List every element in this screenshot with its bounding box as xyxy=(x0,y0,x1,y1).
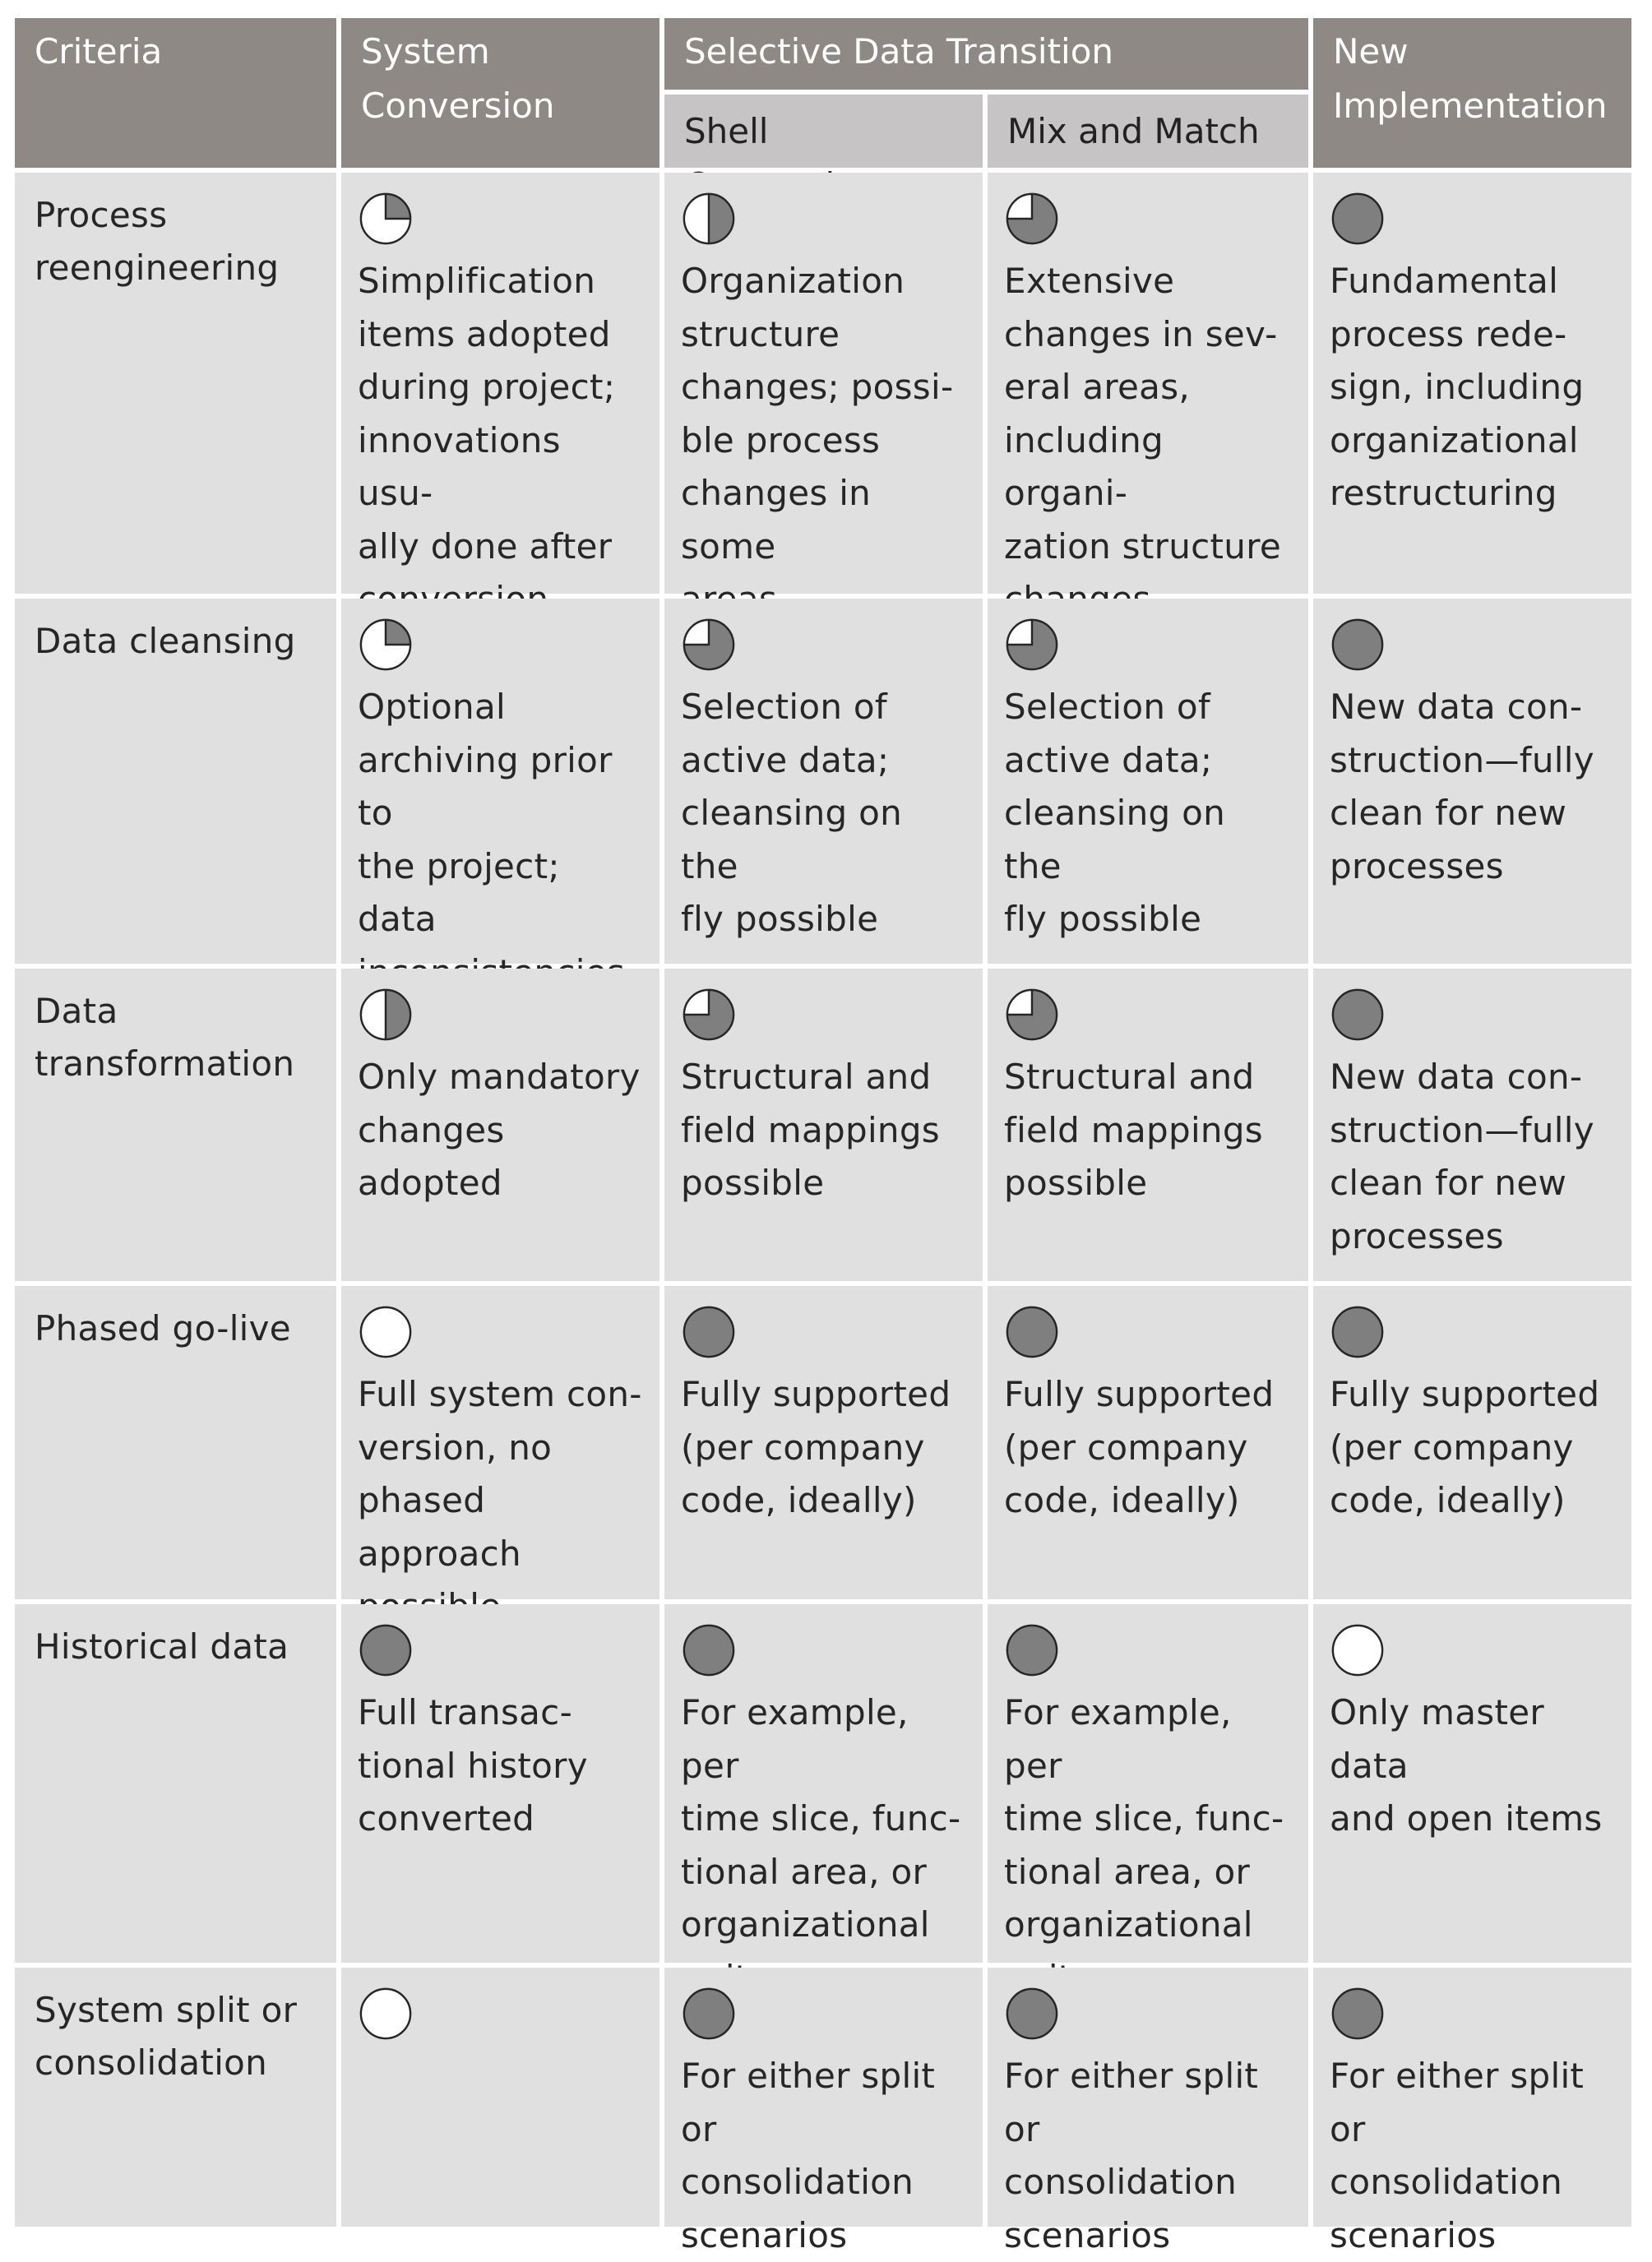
full-circle-icon xyxy=(681,1622,737,1678)
cell-description: For example, per time slice, func- tional area, or organizational xyxy=(1004,1692,1284,1945)
full-circle-icon xyxy=(681,1986,737,2042)
row-criteria-system-split-or-consolidation: System split or consolidation xyxy=(15,1968,336,2227)
full-circle-icon xyxy=(1004,1622,1060,1678)
cell-system-conversion xyxy=(341,599,659,964)
cell-description: Full system con- version, no phased approach xyxy=(358,1374,642,1574)
full-circle-icon xyxy=(1330,987,1386,1043)
row-criteria-data-cleansing: Data cleansing xyxy=(15,599,336,964)
cell-description: Fully supported (per company code, ideally) xyxy=(681,1374,951,1520)
cell-description: For example, per time slice, func- tional area, or organizational xyxy=(681,1692,961,1945)
quarter-circle-icon xyxy=(358,191,414,247)
cell-system-conversion xyxy=(341,1604,659,1963)
header-system-conversion-label: System Conversion xyxy=(361,31,555,126)
cell-new-implementation xyxy=(1313,1604,1631,1963)
cell-description: New data con- struction—fully clean for new processes xyxy=(1330,687,1594,886)
empty-circle-icon xyxy=(358,1304,414,1360)
cell-description: Only mandatory changes adopted xyxy=(358,1057,641,1203)
row-criteria-phased-go-live: Phased go-live xyxy=(15,1286,336,1599)
header-shell-conversion xyxy=(664,95,983,168)
cell-system-conversion xyxy=(341,1968,659,2227)
cell-description: Fully supported (per company code, ideally) xyxy=(1330,1374,1600,1520)
empty-circle-icon xyxy=(358,1986,414,2042)
full-circle-icon xyxy=(1330,617,1386,673)
cell-shell-conversion xyxy=(664,1968,983,2255)
full-circle-icon xyxy=(1004,1986,1060,2042)
full-circle-icon xyxy=(1330,1304,1386,1360)
header-new-implementation-label: New Implementation xyxy=(1333,31,1608,126)
header-selective-data-transition xyxy=(664,18,1308,90)
cell-new-implementation xyxy=(1313,599,1631,964)
row-criteria-data-transformation: Data transformation xyxy=(15,969,336,1281)
full-circle-icon xyxy=(681,1304,737,1360)
cell-description: For either split or consolidation scenarios xyxy=(1004,2056,1259,2255)
cell-new-implementation xyxy=(1313,969,1631,1281)
cell-system-conversion xyxy=(341,969,659,1281)
header-criteria xyxy=(15,18,336,168)
three-quarter-circle-icon xyxy=(1004,191,1060,247)
cell-description: Optional archiving prior to the project; data xyxy=(358,687,613,939)
cell-shell-conversion xyxy=(664,173,983,594)
cell-description: Simplification items adopted during project; innovations usu- ally done after xyxy=(358,261,616,567)
cell-mix-and-match xyxy=(988,1286,1308,1599)
header-selective-data-transition-label: Selective Data Transition xyxy=(684,31,1114,72)
cell-system-conversion xyxy=(341,1286,659,1599)
cell-description: Structural and field mappings possible xyxy=(1004,1057,1263,1203)
header-criteria-label: Criteria xyxy=(35,31,163,72)
cell-description: New data con- struction—fully clean for new processes xyxy=(1330,1057,1594,1256)
full-circle-icon xyxy=(358,1622,414,1678)
full-circle-icon xyxy=(1330,1986,1386,2042)
cell-shell-conversion xyxy=(664,599,983,964)
header-mix-and-match xyxy=(988,95,1308,168)
three-quarter-circle-icon xyxy=(1004,987,1060,1043)
cell-shell-conversion xyxy=(664,1286,983,1599)
row-criteria-process-reengineering: Process reengineering xyxy=(15,173,336,594)
half-circle-icon xyxy=(358,987,414,1043)
full-circle-icon xyxy=(1004,1304,1060,1360)
cell-description: For either split or consolidation scenarios xyxy=(1330,2056,1585,2255)
header-shell-conversion-label: Shell xyxy=(684,111,769,151)
full-circle-icon xyxy=(1330,191,1386,247)
row-criteria-historical-data: Historical data xyxy=(15,1604,336,1963)
three-quarter-circle-icon xyxy=(681,987,737,1043)
cell-new-implementation xyxy=(1313,1968,1631,2255)
cell-description: Only master data and open items xyxy=(1330,1692,1603,1839)
cell-mix-and-match xyxy=(988,1968,1308,2255)
header-mix-and-match-label: Mix and Match xyxy=(1007,111,1260,151)
header-new-implementation xyxy=(1313,18,1631,168)
cell-mix-and-match xyxy=(988,969,1308,1281)
three-quarter-circle-icon xyxy=(681,617,737,673)
cell-shell-conversion xyxy=(664,969,983,1281)
cell-mix-and-match xyxy=(988,599,1308,964)
cell-new-implementation xyxy=(1313,173,1631,594)
cell-description: For either split or consolidation scenarios xyxy=(681,2056,936,2255)
comparison-table xyxy=(15,18,1631,2255)
cell-description: Structural and field mappings possible xyxy=(681,1057,940,1203)
cell-description: Fully supported (per company code, ideally) xyxy=(1004,1374,1275,1520)
quarter-circle-icon xyxy=(358,617,414,673)
header-system-conversion xyxy=(341,18,659,168)
cell-new-implementation xyxy=(1313,1286,1631,1599)
half-circle-icon xyxy=(681,191,737,247)
cell-description: Selection of active data; cleansing on the fly possible xyxy=(1004,687,1226,939)
cell-mix-and-match xyxy=(988,173,1308,594)
three-quarter-circle-icon xyxy=(1004,617,1060,673)
cell-system-conversion xyxy=(341,173,659,594)
cell-description: Organization structure changes; possi- ble process changes in some xyxy=(681,261,954,567)
cell-shell-conversion xyxy=(664,1604,983,1963)
cell-description: Fundamental process rede- sign, including organizational restructuring xyxy=(1330,261,1585,513)
cell-description: Extensive changes in sev- eral areas, including organi- zation structure xyxy=(1004,261,1281,567)
cell-mix-and-match xyxy=(988,1604,1308,1963)
empty-circle-icon xyxy=(1330,1622,1386,1678)
cell-description: Selection of active data; cleansing on the fly possible xyxy=(681,687,903,939)
cell-description: Full transac- tional history converted xyxy=(358,1692,588,1839)
